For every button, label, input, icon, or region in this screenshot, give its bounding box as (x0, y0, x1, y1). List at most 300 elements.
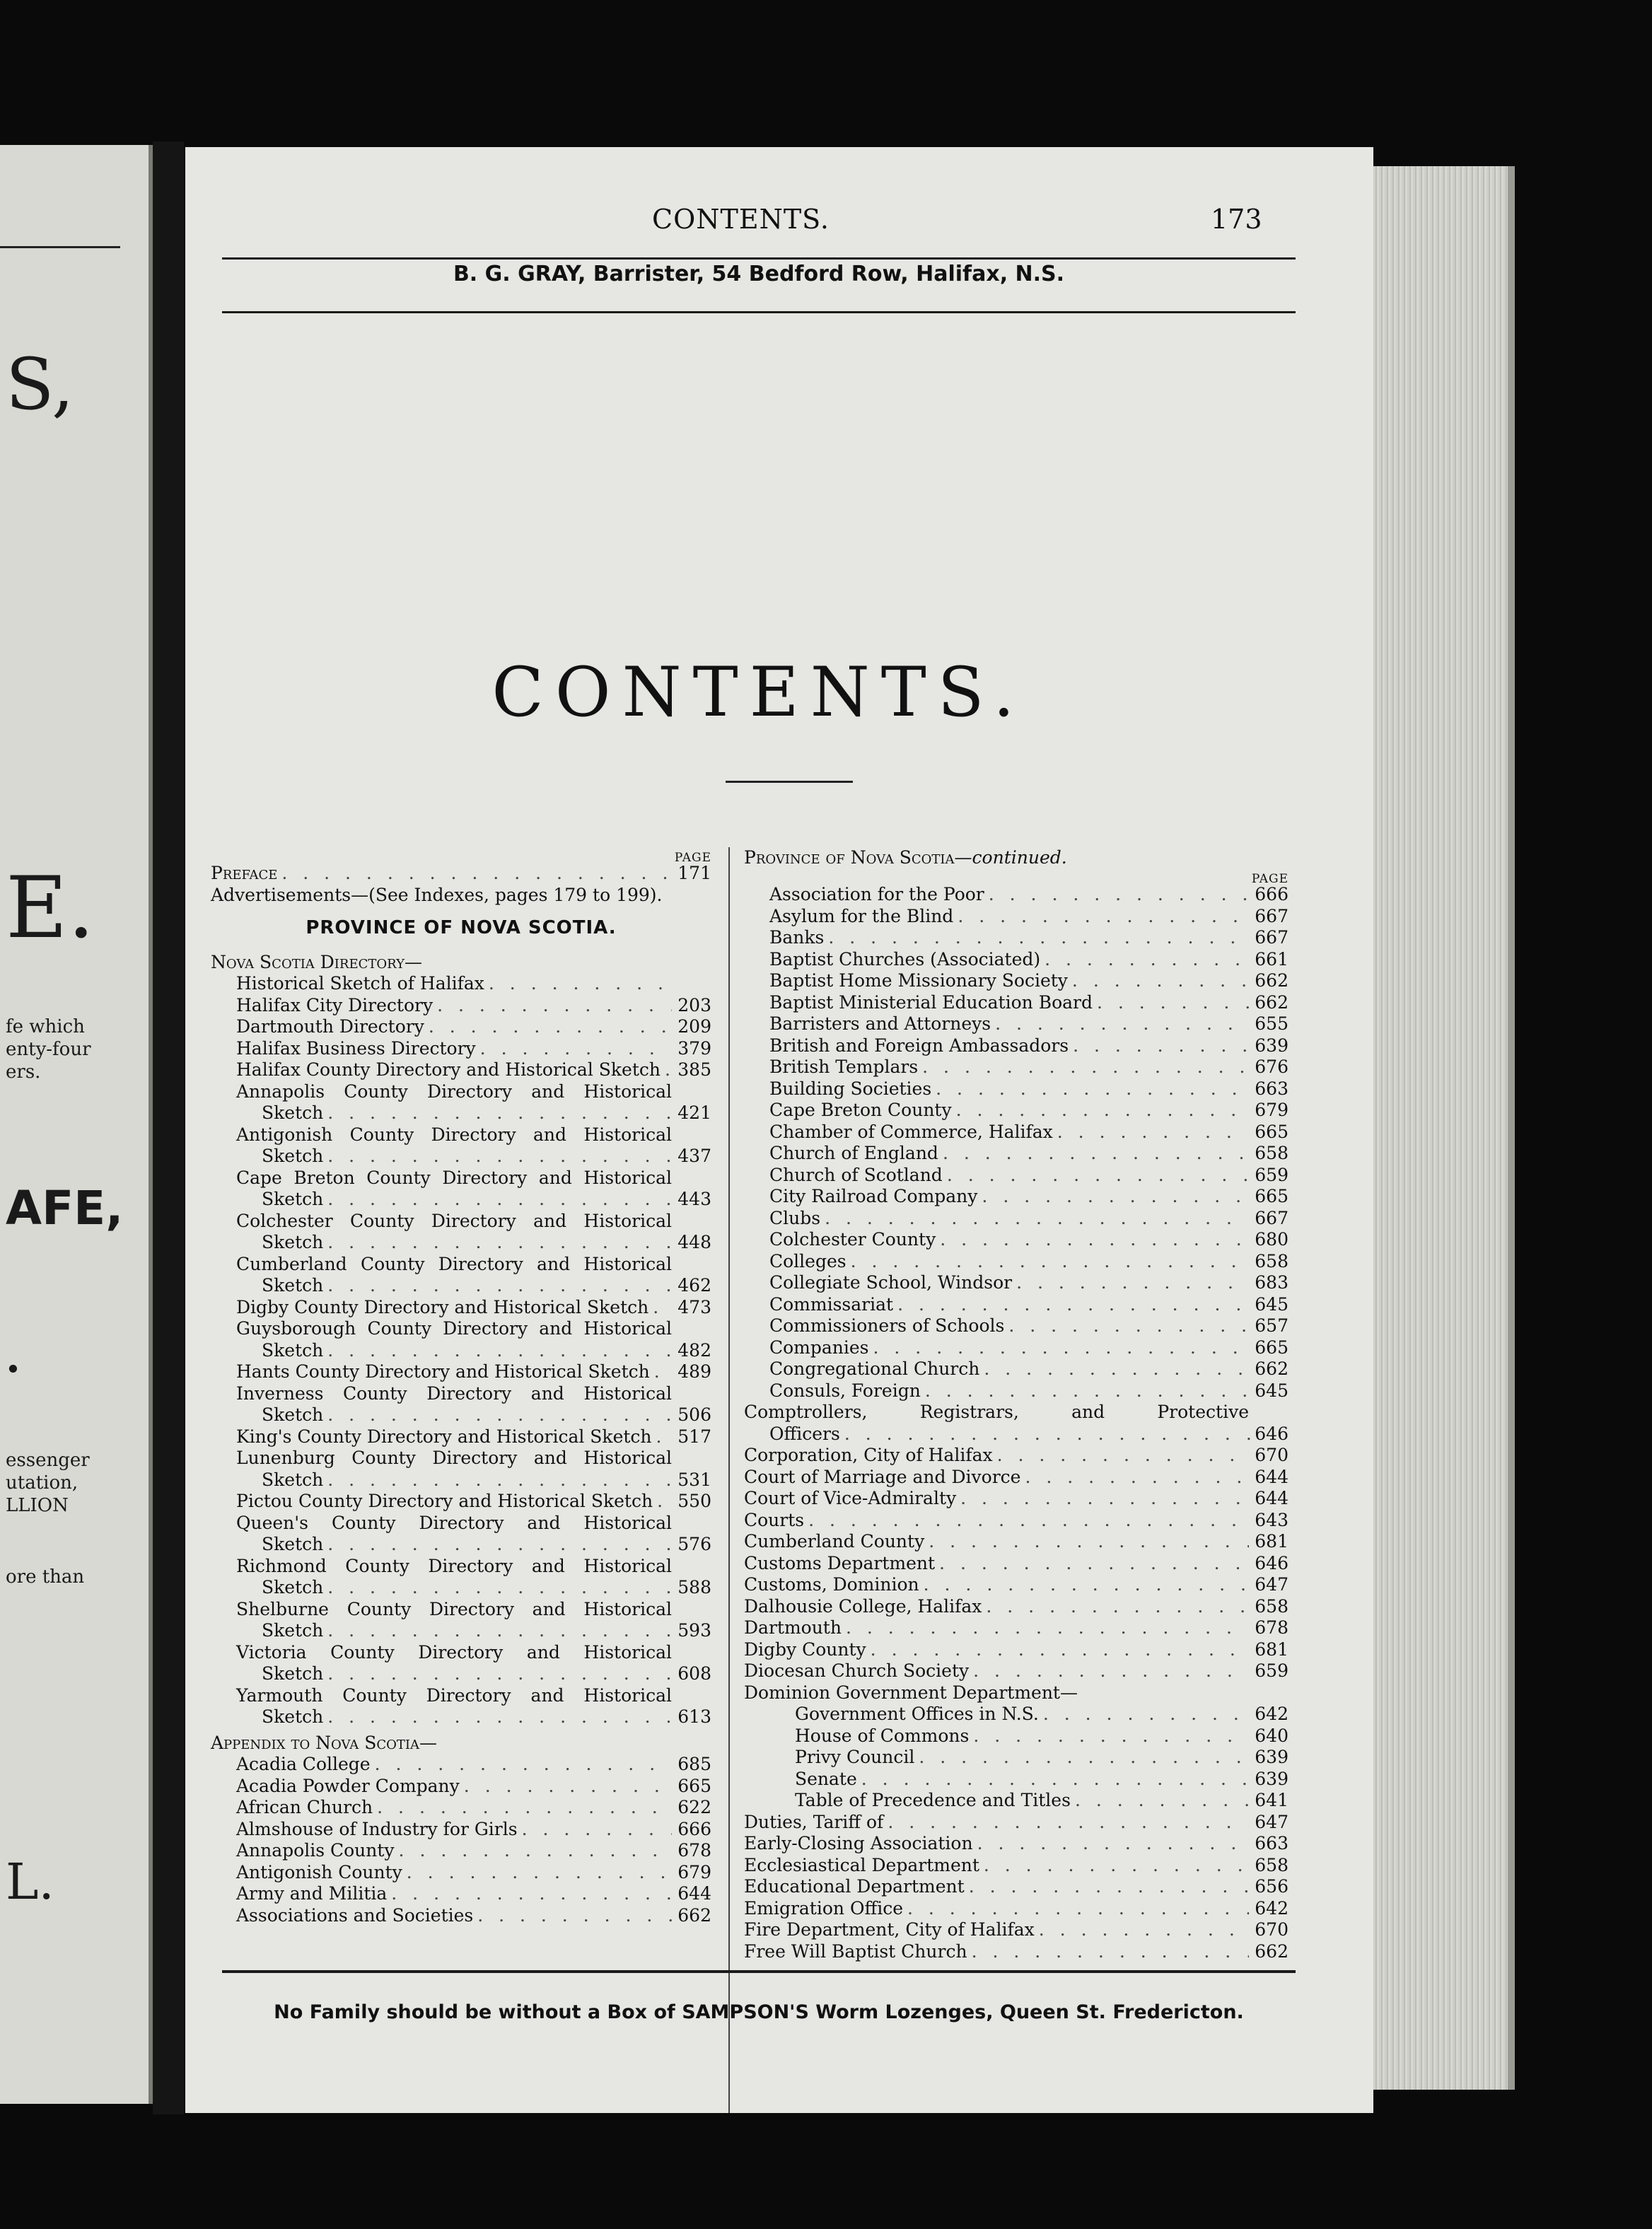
leader-dots (969, 1660, 1249, 1682)
toc-entry-label: Commissioners of Schools (769, 1315, 1005, 1336)
leader-dots (387, 1883, 672, 1905)
leader-dots (893, 1294, 1249, 1316)
toc-entry-label-cont: Sketch (262, 1275, 324, 1296)
toc-entry-page: 662 (677, 1904, 711, 1926)
leader-dots (918, 1057, 1249, 1078)
toc-entry-page: 678 (677, 1840, 711, 1861)
toc-entry (769, 992, 1289, 1014)
leader-dots (323, 1577, 677, 1599)
page-column-label: PAGE (1251, 872, 1289, 886)
toc-entry (236, 1211, 711, 1254)
toc-entry (211, 1776, 711, 1798)
directory-entries (211, 1081, 711, 1297)
toc-entry-page: 670 (1255, 1919, 1289, 1940)
toc-entry (769, 1725, 1289, 1747)
toc-entry (744, 1919, 1289, 1941)
toc-entry (236, 1254, 711, 1297)
toc-entry (744, 1553, 1289, 1575)
toc-entry-label: Privy Council (795, 1747, 915, 1767)
subsection-heading-label: Appendix to Nova Scotia— (211, 1732, 437, 1753)
leader-dots (824, 927, 1249, 949)
toc-entry-page: 489 (677, 1361, 711, 1382)
leader-dots (323, 1275, 677, 1297)
leader-dots (943, 1165, 1249, 1187)
toc-entry-label-cont: Officers (769, 1423, 840, 1444)
toc-entry (744, 1531, 1289, 1553)
toc-entry-label: Congregational Church (769, 1358, 980, 1379)
leader-dots (935, 1553, 1249, 1575)
leader-dots (1068, 970, 1249, 992)
toc-entry-page: 663 (1255, 1078, 1289, 1099)
toc-entry (211, 1016, 711, 1038)
leader-dots (1039, 1704, 1249, 1725)
toc-entry-label: City Railroad Company (769, 1186, 978, 1206)
toc-entry-label: House of Commons (795, 1725, 970, 1746)
toc-entry-label: Church of Scotland (769, 1164, 943, 1185)
toc-entry (769, 1337, 1289, 1359)
toc-entry (769, 1358, 1289, 1380)
toc-entry-page: 622 (677, 1797, 711, 1817)
toc-entry-label: Queen's County Directory and Historical (236, 1512, 672, 1533)
directory-entries (211, 1297, 711, 1728)
toc-entry-page: 550 (677, 1491, 711, 1511)
leader-dots (967, 1941, 1249, 1963)
toc-entry-page: 639 (1255, 1768, 1289, 1789)
toc-entry (769, 1143, 1289, 1165)
toc-entry-page: 443 (677, 1189, 711, 1209)
leader-dots (661, 1059, 672, 1081)
toc-entry-label-cont: Sketch (262, 1146, 324, 1166)
page-title: CONTENTS. (491, 653, 1026, 732)
toc-entry-label-cont: Sketch (262, 1663, 324, 1684)
subsection-heading (744, 1682, 1289, 1704)
toc-entry-label: Emigration Office (744, 1897, 903, 1919)
leader-dots (993, 1445, 1249, 1467)
toc-entry (769, 1122, 1289, 1143)
toc-entry (769, 1769, 1289, 1791)
facing-page-text: L. (6, 1853, 54, 1911)
toc-entry-label: Customs, Dominion (744, 1574, 919, 1595)
toc-entry-page: 681 (1255, 1531, 1289, 1552)
toc-entry-label: Guysborough County Directory and Historical (236, 1318, 672, 1339)
toc-entry-label: Acadia Powder Company (236, 1775, 460, 1796)
toc-entry-page: 448 (677, 1232, 711, 1252)
toc-entry-label: Association for the Poor (769, 884, 984, 904)
toc-entry-label-cont: Sketch (262, 1339, 324, 1361)
leader-dots (373, 1797, 672, 1819)
toc-entry-page: 658 (1255, 1854, 1289, 1875)
leader-dots (648, 1297, 672, 1319)
toc-entry (236, 1642, 711, 1685)
toc-entry-label: Diocesan Church Society (744, 1660, 970, 1681)
toc-entry-label: King's County Directory and Historical Sketch (236, 1426, 652, 1447)
toc-entry-page: 667 (1255, 927, 1289, 948)
toc-entry-page: 657 (1255, 1315, 1289, 1336)
leader-dots (424, 1016, 672, 1038)
toc-entry-page: 681 (1255, 1639, 1289, 1660)
toc-entry (769, 1100, 1289, 1122)
toc-entry-page: 641 (1255, 1790, 1289, 1810)
toc-entry-page: 531 (677, 1469, 711, 1490)
header-rule (222, 257, 1296, 260)
toc-entry (211, 1862, 711, 1884)
leader-dots (323, 1404, 677, 1426)
leader-dots (1035, 1919, 1249, 1941)
page-number: 173 (1211, 204, 1262, 235)
leader-dots (979, 1855, 1249, 1877)
toc-entry-page: 679 (677, 1861, 711, 1882)
toc-entry-label-cont: Sketch (262, 1232, 324, 1252)
toc-entry-page: 658 (1255, 1143, 1289, 1163)
appendix-entries (211, 1754, 711, 1926)
leader-dots (842, 1617, 1249, 1639)
toc-entry-page: 662 (1255, 991, 1289, 1013)
toc-entry-page: 655 (1255, 1013, 1289, 1034)
toc-entry-page: 588 (677, 1577, 711, 1597)
toc-entry (744, 1660, 1289, 1682)
toc-entry-page: 437 (677, 1146, 711, 1166)
toc-entry-page: 659 (1255, 1660, 1289, 1681)
toc-entry (769, 1747, 1289, 1769)
toc-entry (769, 1380, 1289, 1402)
toc-entry-page: 640 (1255, 1725, 1289, 1746)
toc-entry (211, 1819, 711, 1841)
toc-entry-label: Antigonish County (236, 1861, 402, 1882)
toc-entry (744, 1617, 1289, 1639)
toc-entry (744, 1402, 1289, 1445)
facing-page-text: . (6, 1333, 21, 1383)
toc-entry-page: 658 (1255, 1595, 1289, 1617)
contents-column-left (211, 847, 711, 1926)
leader-dots (919, 1574, 1249, 1596)
toc-entry-label: Clubs (769, 1207, 821, 1228)
leader-dots (518, 1819, 672, 1841)
toc-entry-page: 644 (1255, 1466, 1289, 1487)
toc-entry (236, 1556, 711, 1599)
toc-entry-label: Digby County Directory and Historical Sketch (236, 1296, 649, 1317)
leader-dots (847, 1251, 1249, 1273)
toc-entry-label: Commissariat (769, 1293, 894, 1315)
toc-entry-label: Government Offices in N.S. (795, 1704, 1039, 1724)
toc-entry-page: 462 (677, 1275, 711, 1296)
toc-entry (769, 1208, 1289, 1230)
leader-dots (323, 1469, 677, 1491)
dominion-entries (744, 1704, 1289, 1812)
leader-dots (653, 1491, 672, 1513)
toc-entry-page: 656 (1255, 1876, 1289, 1897)
toc-entry (769, 1790, 1289, 1812)
toc-entry-label: Dartmouth Directory (236, 1016, 424, 1037)
toc-entry-page: 662 (1255, 1358, 1289, 1379)
leader-dots (652, 1426, 672, 1448)
toc-entry-label-cont: Sketch (262, 1404, 324, 1425)
toc-entry-label: Ecclesiastical Department (744, 1854, 979, 1875)
toc-entry-label: Colleges (769, 1250, 847, 1271)
leader-dots (952, 1100, 1249, 1122)
right-entries (744, 1812, 1289, 1963)
leader-dots (953, 906, 1249, 928)
toc-entry (769, 949, 1289, 971)
leader-dots (484, 973, 672, 995)
toc-entry-label: Collegiate School, Windsor (769, 1272, 1013, 1293)
toc-entry (744, 1596, 1289, 1618)
toc-entry (236, 1297, 711, 1319)
toc-entry (236, 1124, 711, 1168)
toc-entry (769, 1272, 1289, 1294)
toc-entry-label-cont: Sketch (262, 1469, 324, 1490)
leader-dots (323, 1146, 677, 1168)
toc-entry-label: Educational Department (744, 1876, 965, 1897)
leader-dots (395, 1840, 672, 1862)
toc-entry-label: Yarmouth County Directory and Historical (236, 1684, 672, 1706)
toc-entry (769, 1294, 1289, 1316)
toc-entry (744, 1833, 1289, 1855)
toc-entry (769, 927, 1289, 949)
toc-entry (211, 1883, 711, 1905)
leader-dots (473, 1905, 672, 1927)
toc-entry-label: Chamber of Commerce, Halifax (769, 1121, 1053, 1142)
toc-entry-page: 667 (1255, 905, 1289, 926)
leader-dots (402, 1862, 672, 1884)
toc-entry (769, 1057, 1289, 1078)
directory-entries (211, 973, 711, 1081)
toc-entry-label: Halifax Business Directory (236, 1037, 476, 1059)
toc-entry-label: Annapolis County Directory and Historical (236, 1081, 672, 1102)
toc-entry-page: 593 (677, 1620, 711, 1641)
toc-entry-label: Associations and Societies (236, 1904, 474, 1926)
toc-entry (769, 1251, 1289, 1273)
leader-dots (804, 1510, 1249, 1532)
leader-dots (924, 1531, 1249, 1553)
toc-entry (236, 1448, 711, 1491)
leader-dots (323, 1340, 677, 1362)
toc-entry (769, 1035, 1289, 1057)
toc-entry-label-cont: Sketch (262, 1189, 324, 1209)
toc-entry-label: Table of Precedence and Titles (795, 1790, 1071, 1810)
toc-entry-page: 421 (677, 1102, 711, 1123)
leader-dots (1093, 992, 1249, 1014)
toc-entry-label: Hants County Directory and Historical Sketch (236, 1361, 650, 1382)
toc-entry-label: Halifax County Directory and Historical Sketch (236, 1059, 661, 1080)
toc-entry-page: 663 (1255, 1833, 1289, 1853)
toc-entry-label: Early-Closing Association (744, 1833, 973, 1853)
toc-entry-page: 385 (677, 1059, 711, 1080)
toc-entry (211, 885, 711, 907)
right-entries (744, 884, 1289, 1402)
toc-entry-label: Baptist Ministerial Education Board (769, 991, 1093, 1013)
toc-entry (744, 1941, 1289, 1963)
toc-entry-label: Building Societies (769, 1078, 932, 1099)
toc-entry-label: Free Will Baptist Church (744, 1940, 967, 1962)
toc-entry (211, 1840, 711, 1862)
toc-entry-label: Cape Breton County Directory and Historical (236, 1167, 672, 1188)
toc-entry (744, 1488, 1289, 1510)
book-page (185, 147, 1373, 2113)
toc-entry-label: Advertisements—(See Indexes, pages 179 to 199). (211, 884, 663, 905)
toc-entry-page: 643 (1255, 1509, 1289, 1530)
leader-dots (936, 1229, 1249, 1251)
toc-entry-page: 644 (1255, 1488, 1289, 1508)
leader-dots (956, 1488, 1249, 1510)
leader-dots (323, 1620, 677, 1642)
toc-entry-label: Historical Sketch of Halifax (236, 973, 484, 994)
leader-dots (1004, 1315, 1249, 1337)
toc-entry (744, 1510, 1289, 1532)
leader-dots (323, 1232, 677, 1254)
toc-entry (769, 884, 1289, 906)
toc-entry-page: 676 (1255, 1057, 1289, 1077)
toc-entry-label: Colchester County Directory and Historical (236, 1210, 672, 1231)
toc-entry-label-cont: Sketch (262, 1102, 324, 1123)
toc-entry-label: Court of Vice-Admiralty (744, 1488, 957, 1508)
leader-dots (991, 1013, 1249, 1035)
leader-dots (460, 1776, 672, 1798)
toc-entry-label-cont: Sketch (262, 1706, 324, 1727)
toc-entry-label: Almshouse of Industry for Girls (236, 1818, 518, 1839)
toc-entry-label: Antigonish County Directory and Historical (236, 1124, 672, 1145)
facing-page-text: ers. (6, 1061, 41, 1083)
toc-entry (744, 1639, 1289, 1661)
toc-entry-label: Baptist Home Missionary Society (769, 970, 1068, 991)
leader-dots (979, 1358, 1249, 1380)
continued-heading-cont: continued. (972, 847, 1067, 868)
toc-entry (744, 1445, 1289, 1467)
leader-dots (903, 1898, 1249, 1920)
toc-entry-label: Consuls, Foreign (769, 1380, 921, 1401)
continued-heading-main: Province of Nova Scotia— (744, 847, 972, 868)
facing-page-text: AFE, (6, 1181, 124, 1235)
toc-entry-label: Shelburne County Directory and Historical (236, 1598, 672, 1619)
leader-dots (914, 1747, 1249, 1769)
toc-entry-label: Church of England (769, 1143, 938, 1163)
leader-dots (869, 1337, 1249, 1359)
toc-entry (744, 1467, 1289, 1489)
toc-entry-page: 647 (1255, 1574, 1289, 1595)
toc-entry-label-cont: Sketch (262, 1620, 324, 1641)
toc-entry-label: Army and Militia (236, 1883, 388, 1904)
toc-entry-page: 646 (1255, 1552, 1289, 1573)
toc-entry-page: 645 (1255, 1293, 1289, 1315)
toc-entry (769, 1229, 1289, 1251)
toc-entry-label: Halifax City Directory (236, 994, 434, 1015)
toc-entry-page: 665 (677, 1775, 711, 1796)
header-rule (222, 311, 1296, 313)
leader-dots (973, 1833, 1249, 1855)
toc-entry-page: 680 (1255, 1229, 1289, 1250)
toc-entry-page: 679 (1255, 1100, 1289, 1120)
toc-entry (769, 970, 1289, 992)
toc-entry-label: Companies (769, 1337, 869, 1358)
section-heading: PROVINCE OF NOVA SCOTIA. (306, 917, 617, 938)
toc-entry (769, 1186, 1289, 1208)
leader-dots (433, 995, 672, 1017)
toc-entry-page: 662 (1255, 1940, 1289, 1962)
leader-dots (650, 1361, 672, 1383)
toc-entry (744, 1898, 1289, 1920)
facing-page-text: ore than (6, 1566, 85, 1588)
leader-dots (857, 1769, 1249, 1791)
right-entries (744, 1445, 1289, 1682)
toc-entry-page: 666 (677, 1818, 711, 1839)
facing-page-text: essenger (6, 1450, 90, 1471)
toc-entry-page: 642 (1255, 1897, 1289, 1919)
toc-entry-label: Digby County (744, 1639, 866, 1660)
toc-entry-label: Senate (795, 1768, 857, 1789)
toc-entry-label: Dartmouth (744, 1617, 842, 1638)
toc-entry-label: Banks (769, 927, 825, 948)
facing-page-text: E. (6, 859, 95, 958)
toc-entry-page: 670 (1255, 1445, 1289, 1465)
leader-dots (323, 1706, 677, 1728)
leader-dots (969, 1725, 1249, 1747)
toc-entry (236, 1599, 711, 1642)
leader-dots (323, 1534, 677, 1556)
leader-dots (323, 1663, 677, 1685)
toc-entry (236, 1513, 711, 1556)
toc-entry (236, 1685, 711, 1728)
subsection-heading-label: Nova Scotia Directory— (211, 951, 423, 972)
toc-entry-page: 171 (677, 863, 711, 883)
toc-entry-page: 576 (677, 1534, 711, 1554)
page-block-edge (1373, 166, 1515, 2090)
toc-entry-label: Corporation, City of Halifax (744, 1445, 993, 1465)
facing-page-text: LLION (6, 1495, 69, 1516)
toc-entry-page: 473 (677, 1296, 711, 1317)
footer-rule (222, 1970, 1296, 1973)
leader-dots (323, 1189, 677, 1211)
toc-entry (744, 1574, 1289, 1596)
toc-entry-label: Fire Department, City of Halifax (744, 1919, 1035, 1940)
leader-dots (977, 1186, 1249, 1208)
page-column-label: PAGE (674, 851, 711, 865)
toc-entry (236, 1361, 711, 1383)
toc-entry-page: 683 (1255, 1272, 1289, 1293)
toc-entry-page: 642 (1255, 1704, 1289, 1724)
leader-dots (931, 1078, 1249, 1100)
toc-entry-page: 665 (1255, 1337, 1289, 1358)
toc-entry-page: 379 (677, 1037, 711, 1059)
toc-entry (211, 995, 711, 1017)
toc-entry-page: 658 (1255, 1250, 1289, 1271)
toc-entry-label: Victoria County Directory and Historical (236, 1641, 672, 1663)
continued-heading (744, 847, 1289, 868)
toc-entry-label: Court of Marriage and Divorce (744, 1466, 1021, 1487)
leader-dots (866, 1639, 1249, 1661)
toc-entry-page: 639 (1255, 1747, 1289, 1767)
toc-entry-label: Barristers and Attorneys (769, 1013, 991, 1034)
subsection-heading (211, 1733, 711, 1754)
leader-dots (476, 1038, 672, 1060)
toc-entry-label: British Templars (769, 1057, 919, 1077)
toc-entry-label: Annapolis County (236, 1840, 395, 1861)
toc-entry-label: Courts (744, 1509, 805, 1530)
toc-entry-page: 667 (1255, 1207, 1289, 1228)
toc-entry-page: 659 (1255, 1164, 1289, 1185)
toc-entry-label: Cumberland County (744, 1531, 925, 1552)
toc-entry-page: 647 (1255, 1811, 1289, 1832)
leader-dots (1020, 1467, 1249, 1489)
toc-entry (211, 1905, 711, 1927)
facing-page-text: utation, (6, 1472, 78, 1494)
leader-dots (883, 1812, 1249, 1834)
toc-entry-page: 662 (1255, 970, 1289, 991)
facing-page-rule (0, 246, 120, 248)
toc-entry-label: Richmond County Directory and Historical (236, 1555, 672, 1576)
leader-dots (1040, 949, 1249, 971)
toc-entry-page: 665 (1255, 1121, 1289, 1142)
title-rule (726, 781, 853, 783)
leader-dots (371, 1754, 672, 1776)
